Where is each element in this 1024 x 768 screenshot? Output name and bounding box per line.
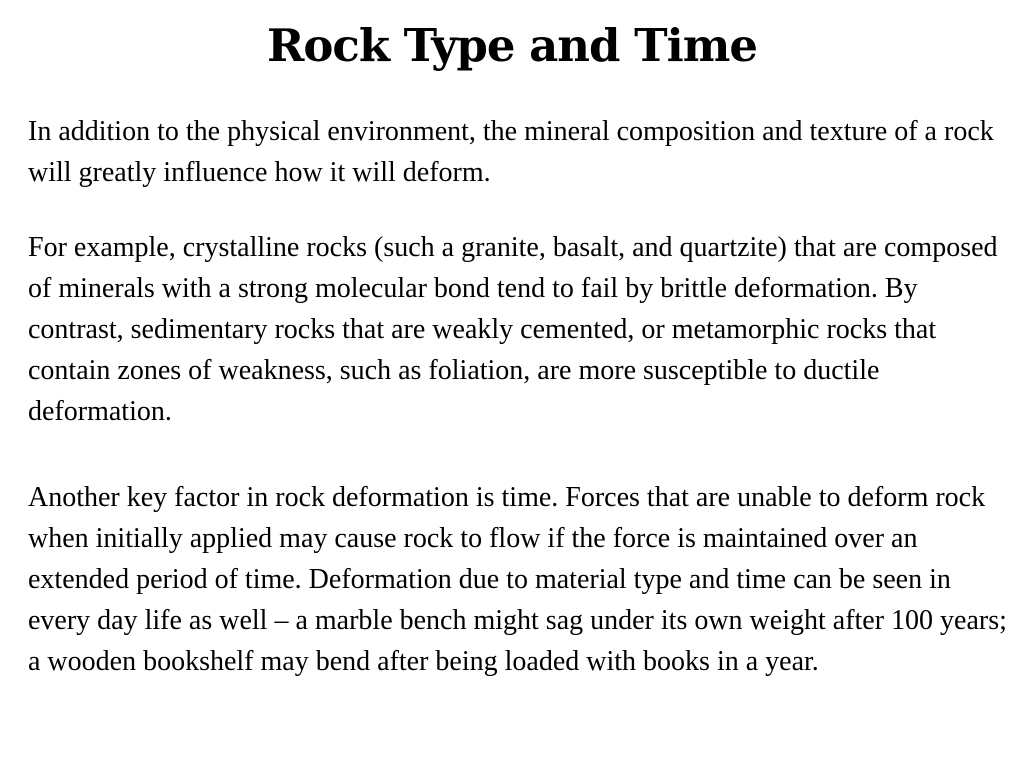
paragraph-crystalline-rocks: For example, crystalline rocks (such a granite, basalt, and quartzite) that are composed of minerals with a strong molecular bond tend to fail by brittle deformation. By contrast, sedimentary rocks that are weakly cemented, or metamorphic rocks that contain zones of weakness, such as foliation, are more susceptible to ductile deformation. [28,232,998,427]
paragraph-physical-environment: In addition to the physical environment, the mineral composition and texture of a rock will greatly influence how it will deform. [28,116,994,188]
slide-title: Rock Type and Time [267,19,757,72]
paragraph-time-factor: Another key factor in rock deformation is time. Forces that are unable to deform rock when initially applied may cause rock to flow if the force is maintained over an extended period of time. Deformation due to material type and time can be seen in every day life as well – a marble bench might sag under its own weight after 100 years; a wooden bookshelf may bend after being loaded with books in a year. [28,482,1007,677]
